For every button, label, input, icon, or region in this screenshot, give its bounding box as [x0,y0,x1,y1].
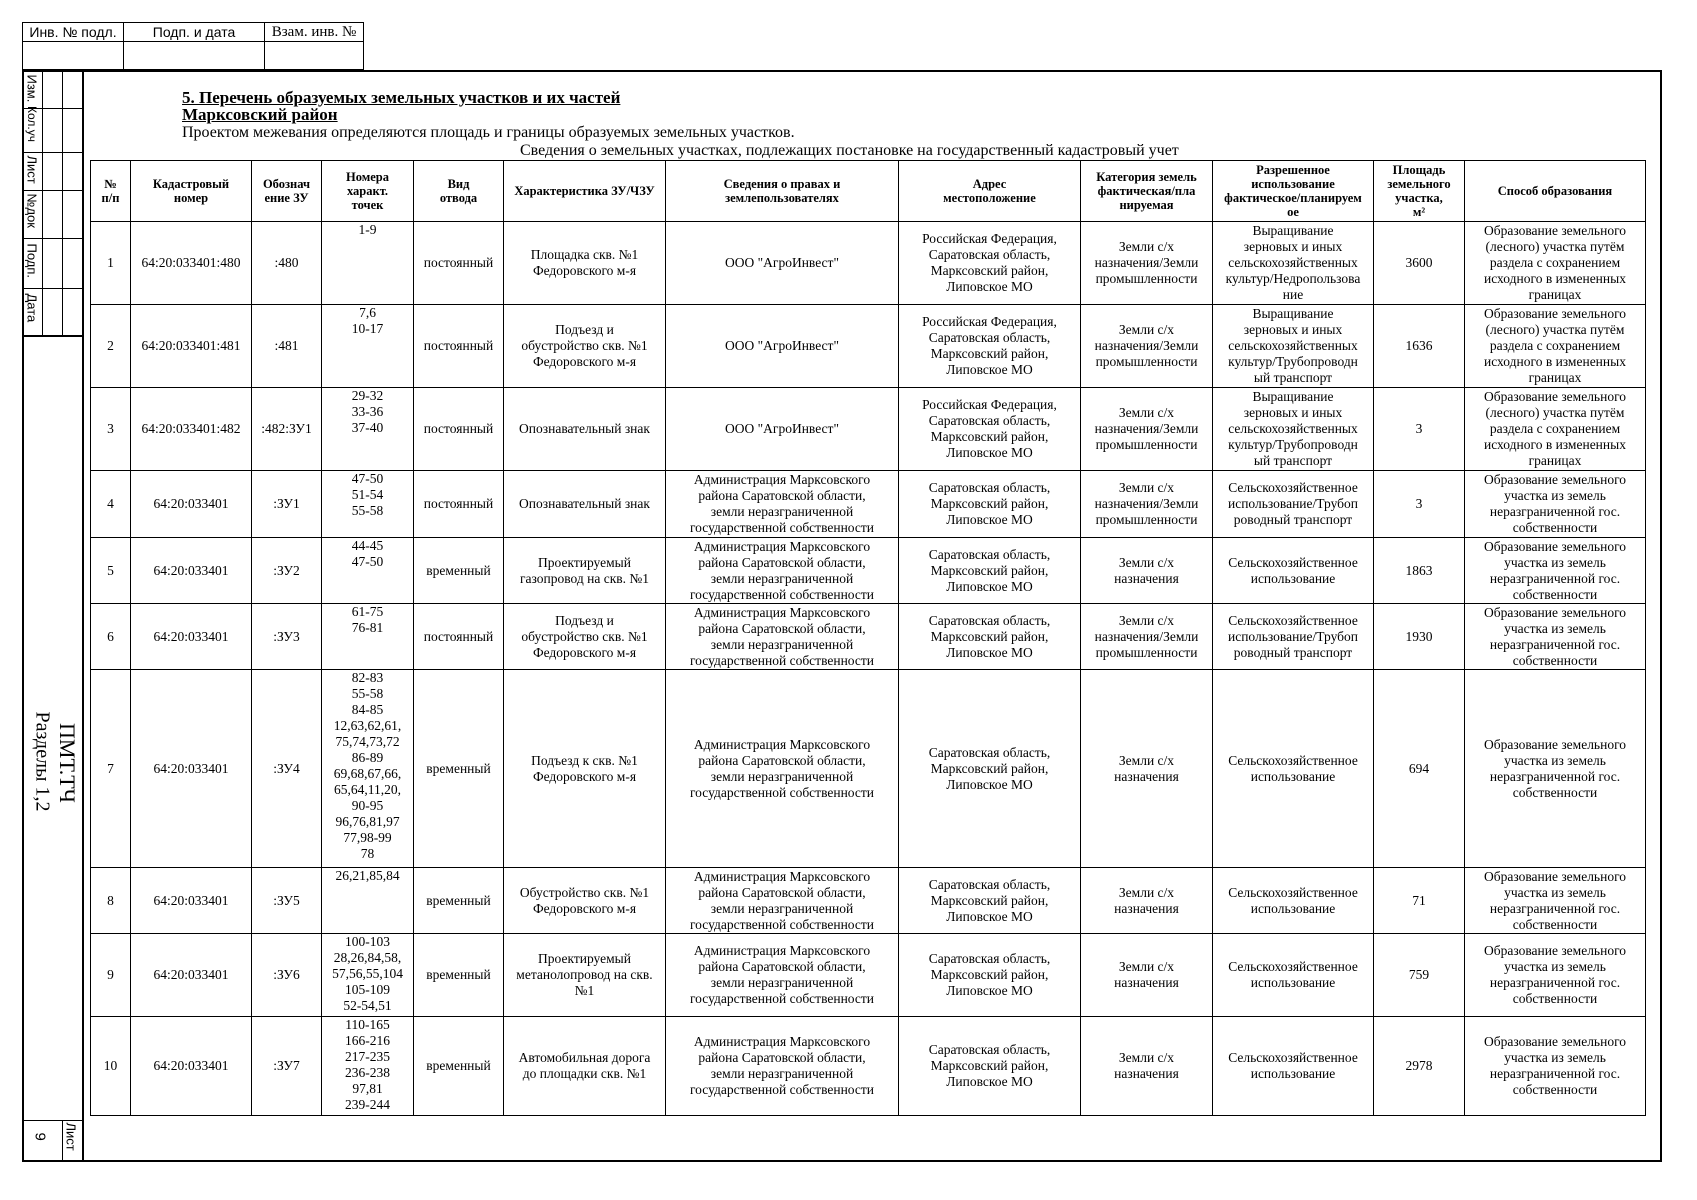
cell-designation: :ЗУ7 [252,1017,322,1116]
cell-area: 759 [1374,934,1465,1017]
cell-formation: Образование земельного (лесного) участка путём раздела с сохранением исходного в измененных границах [1465,222,1646,305]
cell-rights: Администрация Марксовского района Саратовской области, земли неразграниченной государственной собственности [666,934,899,1017]
cell-permitted-use: Выращивание зерновых и иных сельскохозяйственных культур/Трубопроводн ый транспорт [1213,305,1374,388]
table-row [91,471,1646,538]
cell-permitted-use: Сельскохозяйственное использование [1213,868,1374,934]
strip-podp-label: Подп. [24,243,40,279]
header-formation: Способ образования [1465,161,1646,222]
cell-allotment: постоянный [414,471,504,538]
table-caption: Сведения о земельных участках, подлежащих постановке на государственный кадастровый учет [520,142,1179,159]
cell-designation: :ЗУ3 [252,604,322,670]
cell-num: 8 [91,868,131,934]
cell-points: 82-83 55-58 84-85 12,63,62,61, 75,74,73,72 86-89 69,68,67,66, 65,64,11,20, 90-95 96,76,81,97 77,98-99 78 [322,670,414,868]
sheet-label: Лист [63,1122,79,1151]
cell-characteristic: Обустройство скв. №1 Федоровского м-я [504,868,666,934]
cell-cadastral: 64:20:033401:481 [131,305,252,388]
header-rights: Сведения о правах и землепользователях [666,161,899,222]
cell-formation: Образование земельного (лесного) участка путём раздела с сохранением исходного в измененных границах [1465,305,1646,388]
table-row [91,670,1646,868]
doc-sections: Разделы 1,2 [31,711,54,812]
cell-formation: Образование земельного участка из земель неразграниченной гос. собственности [1465,538,1646,604]
cell-formation: Образование земельного участка из земель неразграниченной гос. собственности [1465,934,1646,1017]
header-permitted-use: Разрешенное использование фактическое/планируем ое [1213,161,1374,222]
cell-characteristic: Подъезд к скв. №1 Федоровского м-я [504,670,666,868]
cell-area: 1863 [1374,538,1465,604]
cell-permitted-use: Сельскохозяйственное использование/Трубоп роводный транспорт [1213,604,1374,670]
cell-characteristic: Проектируемый метанолопровод на скв. №1 [504,934,666,1017]
cell-cadastral: 64:20:033401:480 [131,222,252,305]
cell-permitted-use: Сельскохозяйственное использование/Трубоп роводный транспорт [1213,471,1374,538]
land-plots-table [90,160,1646,1116]
cell-address: Саратовская область, Марксовский район, Липовское МО [899,934,1081,1017]
cell-designation: :ЗУ4 [252,670,322,868]
cell-category: Земли с/х назначения [1081,868,1213,934]
cell-address: Саратовская область, Марксовский район, Липовское МО [899,538,1081,604]
frame-inner-border [82,70,84,1162]
cell-num: 1 [91,222,131,305]
cell-address: Саратовская область, Марксовский район, Липовское МО [899,670,1081,868]
cell-category: Земли с/х назначения [1081,934,1213,1017]
cell-address: Российская Федерация, Саратовская область, Марксовский район, Липовское МО [899,305,1081,388]
header-points: Номера характ. точек [322,161,414,222]
stamp-inv-value [22,41,124,70]
cell-rights: Администрация Марксовского района Саратовской области, земли неразграниченной государственной собственности [666,1017,899,1116]
cell-designation: :ЗУ6 [252,934,322,1017]
cell-characteristic: Подъезд и обустройство скв. №1 Федоровского м-я [504,305,666,388]
cell-designation: :480 [252,222,322,305]
cell-characteristic: Проектируемый газопровод на скв. №1 [504,538,666,604]
cell-points: 26,21,85,84 [322,868,414,934]
cell-category: Земли с/х назначения/Земли промышленности [1081,604,1213,670]
cell-category: Земли с/х назначения/Земли промышленности [1081,222,1213,305]
header-designation: Обознач ение ЗУ [252,161,322,222]
cell-area: 1930 [1374,604,1465,670]
cell-rights: Администрация Марксовского района Саратовской области, земли неразграниченной государственной собственности [666,670,899,868]
cell-cadastral: 64:20:033401 [131,1017,252,1116]
cell-cadastral: 64:20:033401 [131,934,252,1017]
cell-category: Земли с/х назначения [1081,1017,1213,1116]
cell-formation: Образование земельного участка из земель неразграниченной гос. собственности [1465,868,1646,934]
header-allotment: Вид отвода [414,161,504,222]
table-row [91,934,1646,1017]
cell-num: 9 [91,934,131,1017]
cell-address: Российская Федерация, Саратовская область, Марксовский район, Липовское МО [899,222,1081,305]
header-cadastral: Кадастровый номер [131,161,252,222]
section-title: 5. Перечень образуемых земельных участков и их частей [182,88,621,107]
strip-list-label: Лист [24,155,40,184]
cell-allotment: постоянный [414,305,504,388]
cell-allotment: временный [414,1017,504,1116]
cell-permitted-use: Выращивание зерновых и иных сельскохозяйственных культур/Трубопроводн ый транспорт [1213,388,1374,471]
stamp-sign-date-value [123,41,265,70]
cell-points: 100-103 28,26,84,58, 57,56,55,104 105-109 52-54,51 [322,934,414,1017]
cell-cadastral: 64:20:033401:482 [131,388,252,471]
cell-characteristic: Площадка скв. №1 Федоровского м-я [504,222,666,305]
cell-rights: Администрация Марксовского района Саратовской области, земли неразграниченной государственной собственности [666,604,899,670]
stamp-inv-label: Инв. № подл. [22,22,124,42]
cell-designation: :ЗУ1 [252,471,322,538]
cell-designation: :ЗУ2 [252,538,322,604]
cell-address: Саратовская область, Марксовский район, Липовское МО [899,1017,1081,1116]
cell-rights: ООО "АгроИнвест" [666,305,899,388]
cell-designation: :481 [252,305,322,388]
cell-num: 4 [91,471,131,538]
cell-category: Земли с/х назначения [1081,538,1213,604]
cell-category: Земли с/х назначения/Земли промышленности [1081,471,1213,538]
cell-points: 44-45 47-50 [322,538,414,604]
strip-data-label: Дата [24,293,40,323]
cell-formation: Образование земельного участка из земель неразграниченной гос. собственности [1465,670,1646,868]
strip-koluch-label: Кол.уч [25,106,39,142]
cell-rights: ООО "АгроИнвест" [666,388,899,471]
cell-rights: ООО "АгроИнвест" [666,222,899,305]
cell-formation: Образование земельного участка из земель неразграниченной гос. собственности [1465,1017,1646,1116]
cell-points: 47-50 51-54 55-58 [322,471,414,538]
cell-area: 2978 [1374,1017,1465,1116]
cell-address: Саратовская область, Марксовский район, Липовское МО [899,868,1081,934]
cell-formation: Образование земельного (лесного) участка путём раздела с сохранением исходного в измененных границах [1465,388,1646,471]
cell-points: 29-32 33-36 37-40 [322,388,414,471]
cell-points: 61-75 76-81 [322,604,414,670]
table-row [91,538,1646,604]
table-header-row [91,161,1646,222]
table-row [91,305,1646,388]
cell-cadastral: 64:20:033401 [131,670,252,868]
doc-code: ПМТ.ТЧ [55,723,80,803]
cell-characteristic: Опознавательный знак [504,388,666,471]
cell-area: 3 [1374,388,1465,471]
cell-cadastral: 64:20:033401 [131,538,252,604]
header-address: Адрес местоположение [899,161,1081,222]
cell-allotment: временный [414,670,504,868]
cell-num: 10 [91,1017,131,1116]
cell-cadastral: 64:20:033401 [131,471,252,538]
cell-num: 5 [91,538,131,604]
cell-allotment: временный [414,868,504,934]
header-area: Площадь земельного участка, м² [1374,161,1465,222]
cell-address: Российская Федерация, Саратовская область, Марксовский район, Липовское МО [899,388,1081,471]
cell-formation: Образование земельного участка из земель неразграниченной гос. собственности [1465,604,1646,670]
cell-permitted-use: Выращивание зерновых и иных сельскохозяйственных культур/Недропользова ние [1213,222,1374,305]
table-row [91,388,1646,471]
table-row [91,868,1646,934]
stamp-block [22,22,364,70]
cell-characteristic: Подъезд и обустройство скв. №1 Федоровского м-я [504,604,666,670]
table-row [91,1017,1646,1116]
cell-allotment: постоянный [414,604,504,670]
cell-num: 7 [91,670,131,868]
sheet-number: 9 [31,1132,49,1141]
cell-designation: :482:ЗУ1 [252,388,322,471]
cell-address: Саратовская область, Марксовский район, Липовское МО [899,471,1081,538]
district-title: Марксовский район [182,105,338,124]
cell-cadastral: 64:20:033401 [131,868,252,934]
cell-permitted-use: Сельскохозяйственное использование [1213,934,1374,1017]
cell-num: 2 [91,305,131,388]
cell-area: 1636 [1374,305,1465,388]
stamp-replace-inv-value [264,41,364,70]
table-row [91,604,1646,670]
cell-points: 110-165 166-216 217-235 236-238 97,81 239-244 [322,1017,414,1116]
strip-ndok-label: №док [24,193,40,228]
header-characteristic: Характеристика ЗУ/ЧЗУ [504,161,666,222]
cell-category: Земли с/х назначения [1081,670,1213,868]
header-num: № п/п [91,161,131,222]
left-strip [22,70,82,1162]
cell-permitted-use: Сельскохозяйственное использование [1213,538,1374,604]
strip-izm-label: Изм. [24,74,40,103]
cell-permitted-use: Сельскохозяйственное использование [1213,670,1374,868]
stamp-sign-date-label: Подп. и дата [123,22,265,42]
stamp-replace-inv-label: Взам. инв. № [264,22,364,42]
cell-rights: Администрация Марксовского района Саратовской области, земли неразграниченной государственной собственности [666,471,899,538]
cell-characteristic: Автомобильная дорога до площадки скв. №1 [504,1017,666,1116]
cell-area: 3600 [1374,222,1465,305]
cell-rights: Администрация Марксовского района Саратовской области, земли неразграниченной государственной собственности [666,538,899,604]
cell-allotment: временный [414,538,504,604]
cell-points: 7,6 10-17 [322,305,414,388]
cell-rights: Администрация Марксовского района Саратовской области, земли неразграниченной государственной собственности [666,868,899,934]
cell-area: 694 [1374,670,1465,868]
header-category: Категория земель фактическая/пла нируемая [1081,161,1213,222]
cell-address: Саратовская область, Марксовский район, Липовское МО [899,604,1081,670]
cell-category: Земли с/х назначения/Земли промышленности [1081,305,1213,388]
cell-allotment: постоянный [414,388,504,471]
intro-text: Проектом межевания определяются площадь и границы образуемых земельных участков. [182,124,795,141]
cell-characteristic: Опознавательный знак [504,471,666,538]
cell-area: 71 [1374,868,1465,934]
cell-allotment: постоянный [414,222,504,305]
cell-num: 6 [91,604,131,670]
cell-permitted-use: Сельскохозяйственное использование [1213,1017,1374,1116]
cell-area: 3 [1374,471,1465,538]
cell-formation: Образование земельного участка из земель неразграниченной гос. собственности [1465,471,1646,538]
table-row [91,222,1646,305]
cell-cadastral: 64:20:033401 [131,604,252,670]
cell-points: 1-9 [322,222,414,305]
cell-category: Земли с/х назначения/Земли промышленности [1081,388,1213,471]
cell-num: 3 [91,388,131,471]
cell-designation: :ЗУ5 [252,868,322,934]
cell-allotment: временный [414,934,504,1017]
